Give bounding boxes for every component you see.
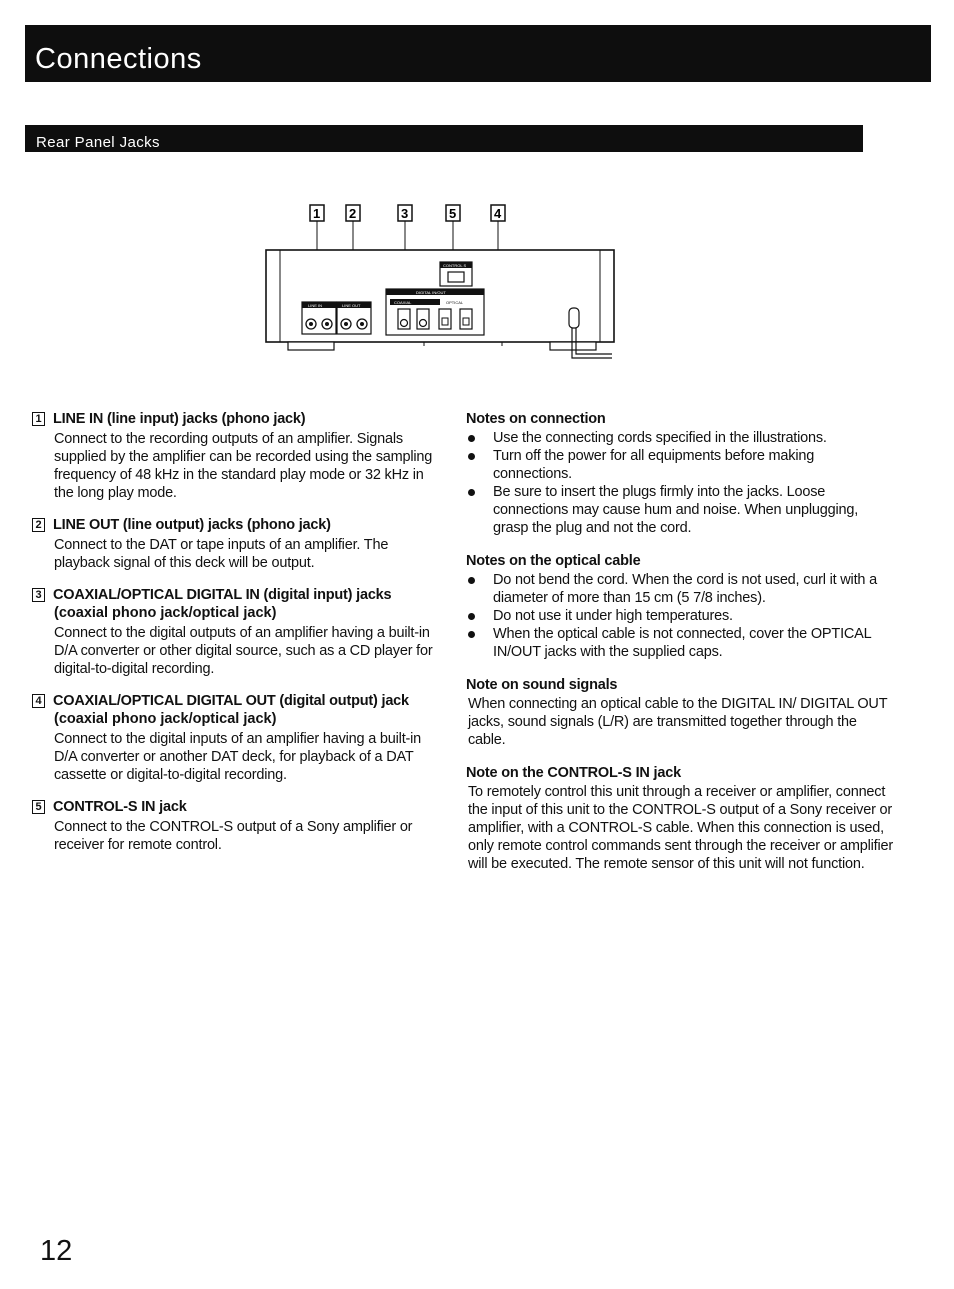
section-title: Rear Panel Jacks (36, 134, 160, 151)
bullet-list (466, 429, 896, 537)
item-number-badge: 1 (32, 412, 45, 426)
svg-text:LINE OUT: LINE OUT (342, 303, 361, 308)
svg-text:1: 1 (313, 206, 321, 221)
item-title: LINE OUT (line output) jacks (phono jack) (53, 517, 331, 533)
item-subtitle: (coaxial phono jack/optical jack) (54, 711, 277, 727)
control-s-jack (440, 262, 472, 286)
svg-text:DIGITAL IN/OUT: DIGITAL IN/OUT (416, 290, 446, 295)
page-number: 12 (40, 1235, 73, 1267)
item-body: Connect to the recording outputs of an amplifier. Signals supplied by the amplifier can be recorded using the sampling frequency of 48 kHz in the standard play mode or 32 kHz in the long play mode. (54, 431, 433, 501)
note-on-sound-signals (466, 676, 896, 749)
item-title: COAXIAL/OPTICAL DIGITAL OUT (digital output) jack (53, 693, 409, 709)
item-number-badge: 3 (32, 588, 45, 602)
list-item: Do not use it under high temperatures. (466, 607, 896, 625)
digital-in-out-jacks (386, 289, 484, 335)
list-item: When the optical cable is not connected, cover the OPTICAL IN/OUT jacks with the supplied caps. (466, 625, 896, 661)
item-number-badge: 2 (32, 518, 45, 532)
item-line-in (32, 410, 437, 502)
notes-on-optical-cable (466, 552, 896, 661)
note-heading: Note on the CONTROL-S IN jack (466, 765, 681, 781)
page-title-bar (25, 25, 931, 82)
note-body: When connecting an optical cable to the DIGITAL IN/ DIGITAL OUT jacks, sound signals (L/R) are transmitted together through the cable. (468, 696, 888, 748)
note-heading: Note on sound signals (466, 677, 618, 693)
rear-panel-diagram (258, 196, 620, 368)
list-item: Use the connecting cords specified in the illustrations. (466, 429, 896, 447)
notes-on-connection (466, 410, 896, 537)
item-body: Connect to the digital inputs of an amplifier having a built-in D/A converter or another DAT deck, for playback of a DAT cassette or digital-to-digital recording. (54, 731, 422, 783)
svg-text:2: 2 (349, 206, 357, 221)
item-digital-out (32, 692, 437, 784)
note-heading: Notes on the optical cable (466, 553, 641, 569)
svg-text:5: 5 (449, 206, 457, 221)
bullet-list (466, 571, 896, 661)
item-number-badge: 4 (32, 694, 45, 708)
svg-text:CONTROL S: CONTROL S (443, 263, 467, 268)
item-title: LINE IN (line input) jacks (phono jack) (53, 411, 306, 427)
item-body: Connect to the CONTROL-S output of a Sony amplifier or receiver for remote control. (54, 819, 413, 853)
item-digital-in (32, 586, 437, 678)
item-body: Connect to the DAT or tape inputs of an amplifier. The playback signal of this deck will be output. (54, 537, 389, 571)
svg-text:LINE IN: LINE IN (308, 303, 323, 308)
svg-text:OPTICAL: OPTICAL (446, 300, 464, 305)
list-item: Be sure to insert the plugs firmly into the jacks. Loose connections may cause hum and noise. When unplugging, grasp the plug and not the cord. (466, 483, 896, 537)
note-heading: Notes on connection (466, 411, 606, 427)
jack-descriptions (32, 410, 437, 868)
svg-text:3: 3 (401, 206, 409, 221)
svg-text:COAXIAL: COAXIAL (394, 300, 412, 305)
notes-column (466, 410, 896, 888)
line-out-jacks (337, 302, 371, 334)
item-line-out (32, 516, 437, 572)
item-control-s (32, 798, 437, 854)
list-item: Do not bend the cord. When the cord is not used, curl it with a diameter of more than 15 cm (5 7/8 inches). (466, 571, 896, 607)
line-in-jacks (302, 302, 336, 334)
section-title-bar (25, 125, 863, 152)
item-number-badge: 5 (32, 800, 45, 814)
item-body: Connect to the digital outputs of an amplifier having a built-in D/A converter or other digital source, such as a CD player for digital-to-digital recording. (54, 625, 433, 677)
item-title: CONTROL-S IN jack (53, 799, 187, 815)
svg-text:4: 4 (494, 206, 502, 221)
rear-panel-illustration (258, 196, 620, 368)
item-subtitle: (coaxial phono jack/optical jack) (54, 605, 277, 621)
note-on-control-s (466, 764, 896, 873)
list-item: Turn off the power for all equipments before making connections. (466, 447, 896, 483)
note-body: To remotely control this unit through a receiver or amplifier, connect the input of this unit to the CONTROL-S output of a Sony receiver or amplifier, with a CONTROL-S cable. When this connection is used, only remote control commands sent through the receiver or amplifier will be executed. The remote sensor of this unit will not function. (468, 784, 894, 872)
page-title: Connections (35, 43, 202, 75)
item-title: COAXIAL/OPTICAL DIGITAL IN (digital input) jacks (53, 587, 392, 603)
